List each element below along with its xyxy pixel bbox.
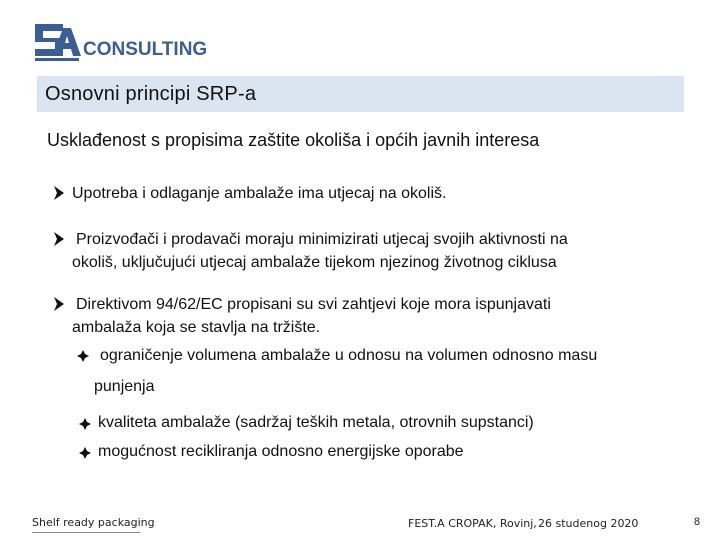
company-logo <box>33 18 208 68</box>
slide-subtitle: Usklađenost s propisima zaštite okoliša i općih javnih interesa <box>47 130 540 150</box>
footer-date: 26 studenog 2020 <box>538 517 639 530</box>
bullet-text: Proizvođači i prodavači moraju minimizirati utjecaj svojih aktivnosti na <box>76 231 568 248</box>
arrow-bullet-icon <box>54 232 64 246</box>
footer-event: FEST.A CROPAK, Rovinj, <box>408 517 537 530</box>
arrow-bullet-icon <box>54 297 64 311</box>
diamond-bullet-icon <box>79 447 91 459</box>
sub-bullet-text-continued: punjenja <box>94 378 155 395</box>
footer-divider <box>32 532 140 533</box>
slide-title: Osnovni principi SRP-a <box>45 82 257 105</box>
bullet-text: Upotreba i odlaganje ambalaže ima utjecaj na okoliš. <box>72 185 447 202</box>
diamond-bullet-icon <box>77 350 89 362</box>
logo-text: CONSULTING <box>83 39 208 60</box>
bullet-text: Direktivom 94/62/EC propisani su svi zahtjevi koje mora ispunjavati <box>76 296 551 313</box>
sub-bullet-text: ograničenje volumena ambalaže u odnosu na volumen odnosno masu <box>100 347 598 364</box>
diamond-bullet-icon <box>79 418 91 430</box>
bullet-text-continued: okoliš, uključujući utjecaj ambalaže tijekom njezinog životnog ciklusa <box>72 254 557 271</box>
page-number: 8 <box>694 516 701 528</box>
sub-bullet-text: mogućnost recikliranja odnosno energijske oporabe <box>98 443 464 460</box>
footer-title: Shelf ready packaging <box>32 516 155 529</box>
sub-bullet-text: kvaliteta ambalaže (sadržaj teških metala, otrovnih supstanci) <box>98 414 534 431</box>
arrow-bullet-icon <box>54 186 64 200</box>
logo-mark-icon <box>33 18 208 68</box>
bullet-text-continued: ambalaža koja se stavlja na tržište. <box>72 319 321 336</box>
title-bar <box>37 76 684 112</box>
